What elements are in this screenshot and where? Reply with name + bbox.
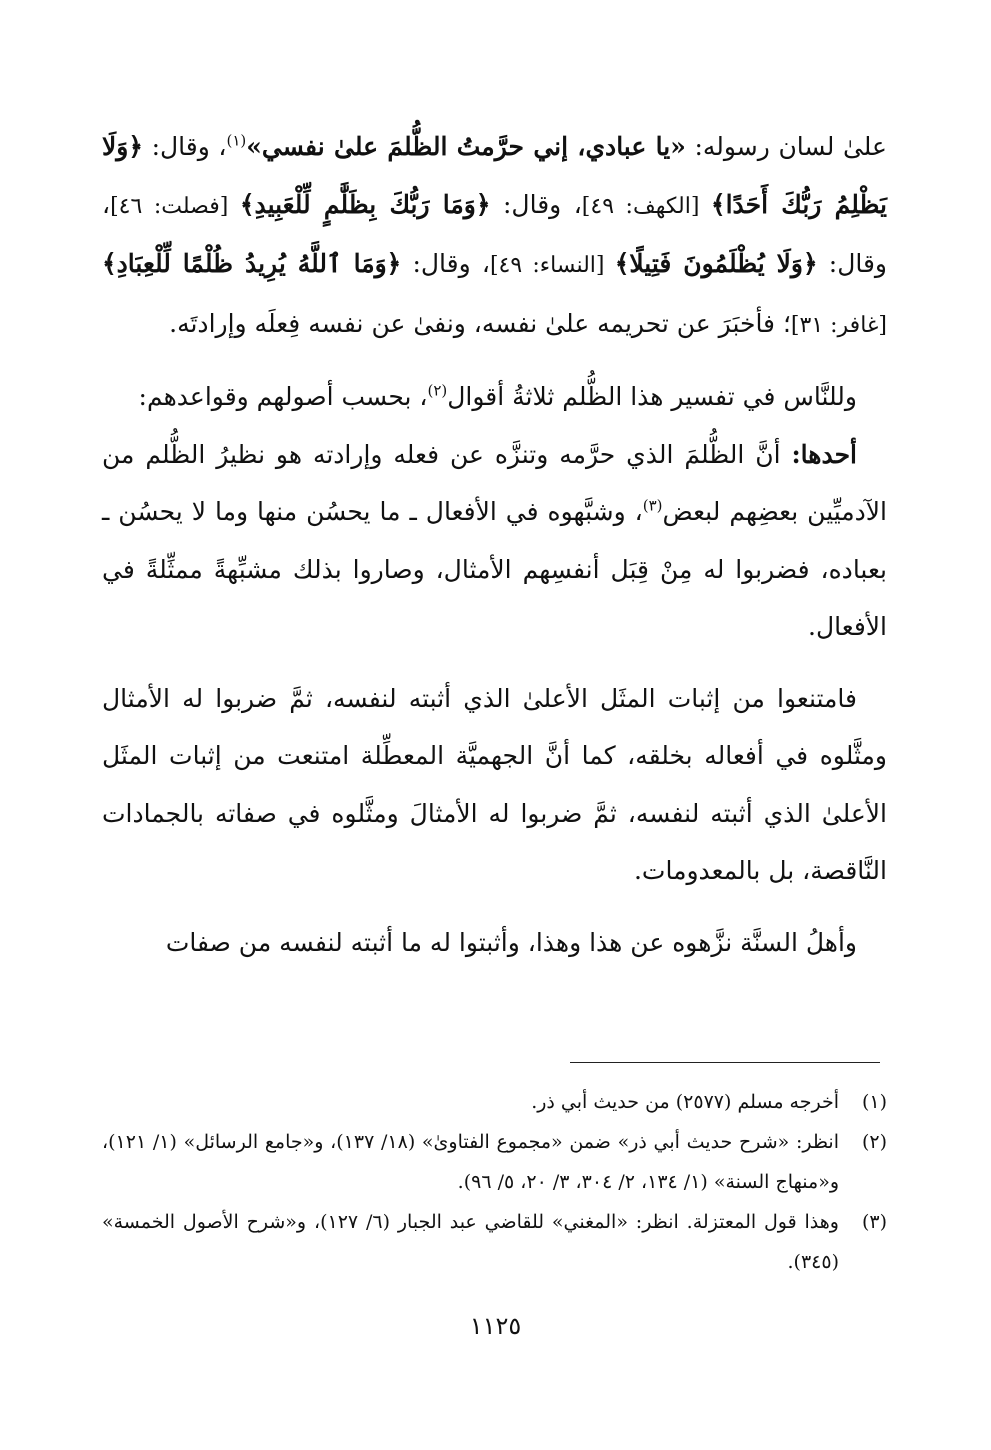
text-run: ، وشبَّهوه في الأفعال ـ ما يحسُن منها وما لا يحسُن ـ بعباده، فضربوا له مِنْ قِبَل أنفسِهم الأمثال، وصاروا بذلك مشبِّهةً ممثِّلةً في الأفعال. — [102, 497, 887, 641]
paragraph-5: وأهلُ السنَّة نزَّهوه عن هذا وهذا، وأثبتوا له ما أثبته لنفسه من صفات — [165, 927, 857, 957]
text-run: ، وقال: — [102, 189, 887, 278]
page-number: ١١٢٥ — [469, 1312, 522, 1340]
footnote-1 — [102, 1082, 887, 1122]
text-run: ، وقال: — [490, 189, 582, 219]
text-run: ؛ فأخبَرَ عن تحريمه علىٰ نفسه، ونفىٰ عن نفسه فِعلَه وإرادتَه. — [169, 308, 791, 338]
text-run: وللنَّاس في تفسير هذا الظُّلم ثلاثةُ أقوال — [447, 382, 857, 411]
text-run: علىٰ لسان رسوله: — [685, 132, 887, 161]
footnotes — [102, 1082, 887, 1282]
text-run: ، بحسب أصولهم وقواعدهم: — [138, 382, 428, 411]
footnote-text: انظر: «شرح حديث أبي ذر» ضمن «مجموع الفتاوىٰ» (١٨/ ١٣٧)، و«جامع الرسائل» (١/ ١٢١)، و«منهاج السنة» (١/ ١٣٤، ٢/ ٣٠٤، ٣/ ٢٠، ٥/ ٩٦). — [102, 1131, 839, 1193]
footnote-marker-2: (٢) — [427, 381, 448, 400]
quran-verse-4: ﴿وَمَا ٱللَّهُ يُرِيدُ ظُلْمًا لِّلْعِبَادِ﴾ — [102, 249, 402, 278]
paragraph-lead: أحدها: — [791, 439, 857, 469]
verse-reference-2: [فصلت: ٤٦] — [110, 193, 240, 219]
paragraph-1 — [102, 118, 887, 354]
verse-reference-4: [غافر: ٣١] — [790, 312, 887, 338]
footnote-number: (٣) — [861, 1211, 887, 1233]
footnote-number: (٢) — [861, 1131, 887, 1153]
footnote-3 — [102, 1202, 887, 1282]
quran-verse-3: ﴿وَلَا يُظْلَمُونَ فَتِيلًا﴾ — [614, 249, 818, 278]
footnote-marker-3: (٣) — [642, 496, 663, 515]
footnote-marker-1: (١) — [226, 131, 247, 150]
quran-verse-2: ﴿وَمَا رَبُّكَ بِظَلَّٰمٍ لِّلْعَبِيدِ﴾ — [239, 189, 491, 219]
verse-reference-3: [النساء: ٤٩] — [489, 253, 615, 278]
paragraph-4: فامتنعوا من إثبات المثَل الأعلىٰ الذي أثبته لنفسه، ثمَّ ضربوا له الأمثال ومثَّلوه في أفعاله بخلقه، كما أنَّ الجهميَّة المعطِّلة امتنعت من إثبات المثَل الأعلىٰ الذي أثبته لنفسه، ثمَّ ضربوا له الأمثالَ ومثَّلوه في صفاته بالجمادات النَّاقصة، بل بالمعدومات. — [102, 683, 887, 885]
paragraph-3 — [102, 426, 887, 656]
text-run: ، وقال: — [142, 132, 227, 161]
main-text — [102, 118, 887, 971]
footnote-separator — [570, 1062, 880, 1063]
quran-verse-1: ﴿وَلَا يَظْلِمُ رَبُّكَ أَحَدًا﴾ — [102, 132, 887, 219]
footnote-text: أخرجه مسلم (٢٥٧٧) من حديث أبي ذر. — [531, 1091, 839, 1113]
text-run: أنَّ الظُّلمَ الذي حرَّمه وتنزَّه عن فعله وإرادته هو نظيرُ الظُّلم من الآدميِّين بعضِهم لبعض — [102, 439, 888, 526]
footnote-2 — [102, 1122, 887, 1202]
paragraph-2 — [102, 368, 887, 426]
text-run: ، وقال: — [401, 249, 490, 278]
footnote-text: وهذا قول المعتزلة. انظر: «المغني» للقاضي عبد الجبار (٦/ ١٢٧)، و«شرح الأصول الخمسة» (٣٤٥). — [102, 1211, 839, 1273]
footnote-number: (١) — [861, 1091, 887, 1113]
hadith-quote: «يا عبادي، إني حرَّمتُ الظُّلمَ علىٰ نفسي» — [246, 132, 686, 161]
verse-reference-1: [الكهف: ٤٩] — [581, 193, 711, 219]
